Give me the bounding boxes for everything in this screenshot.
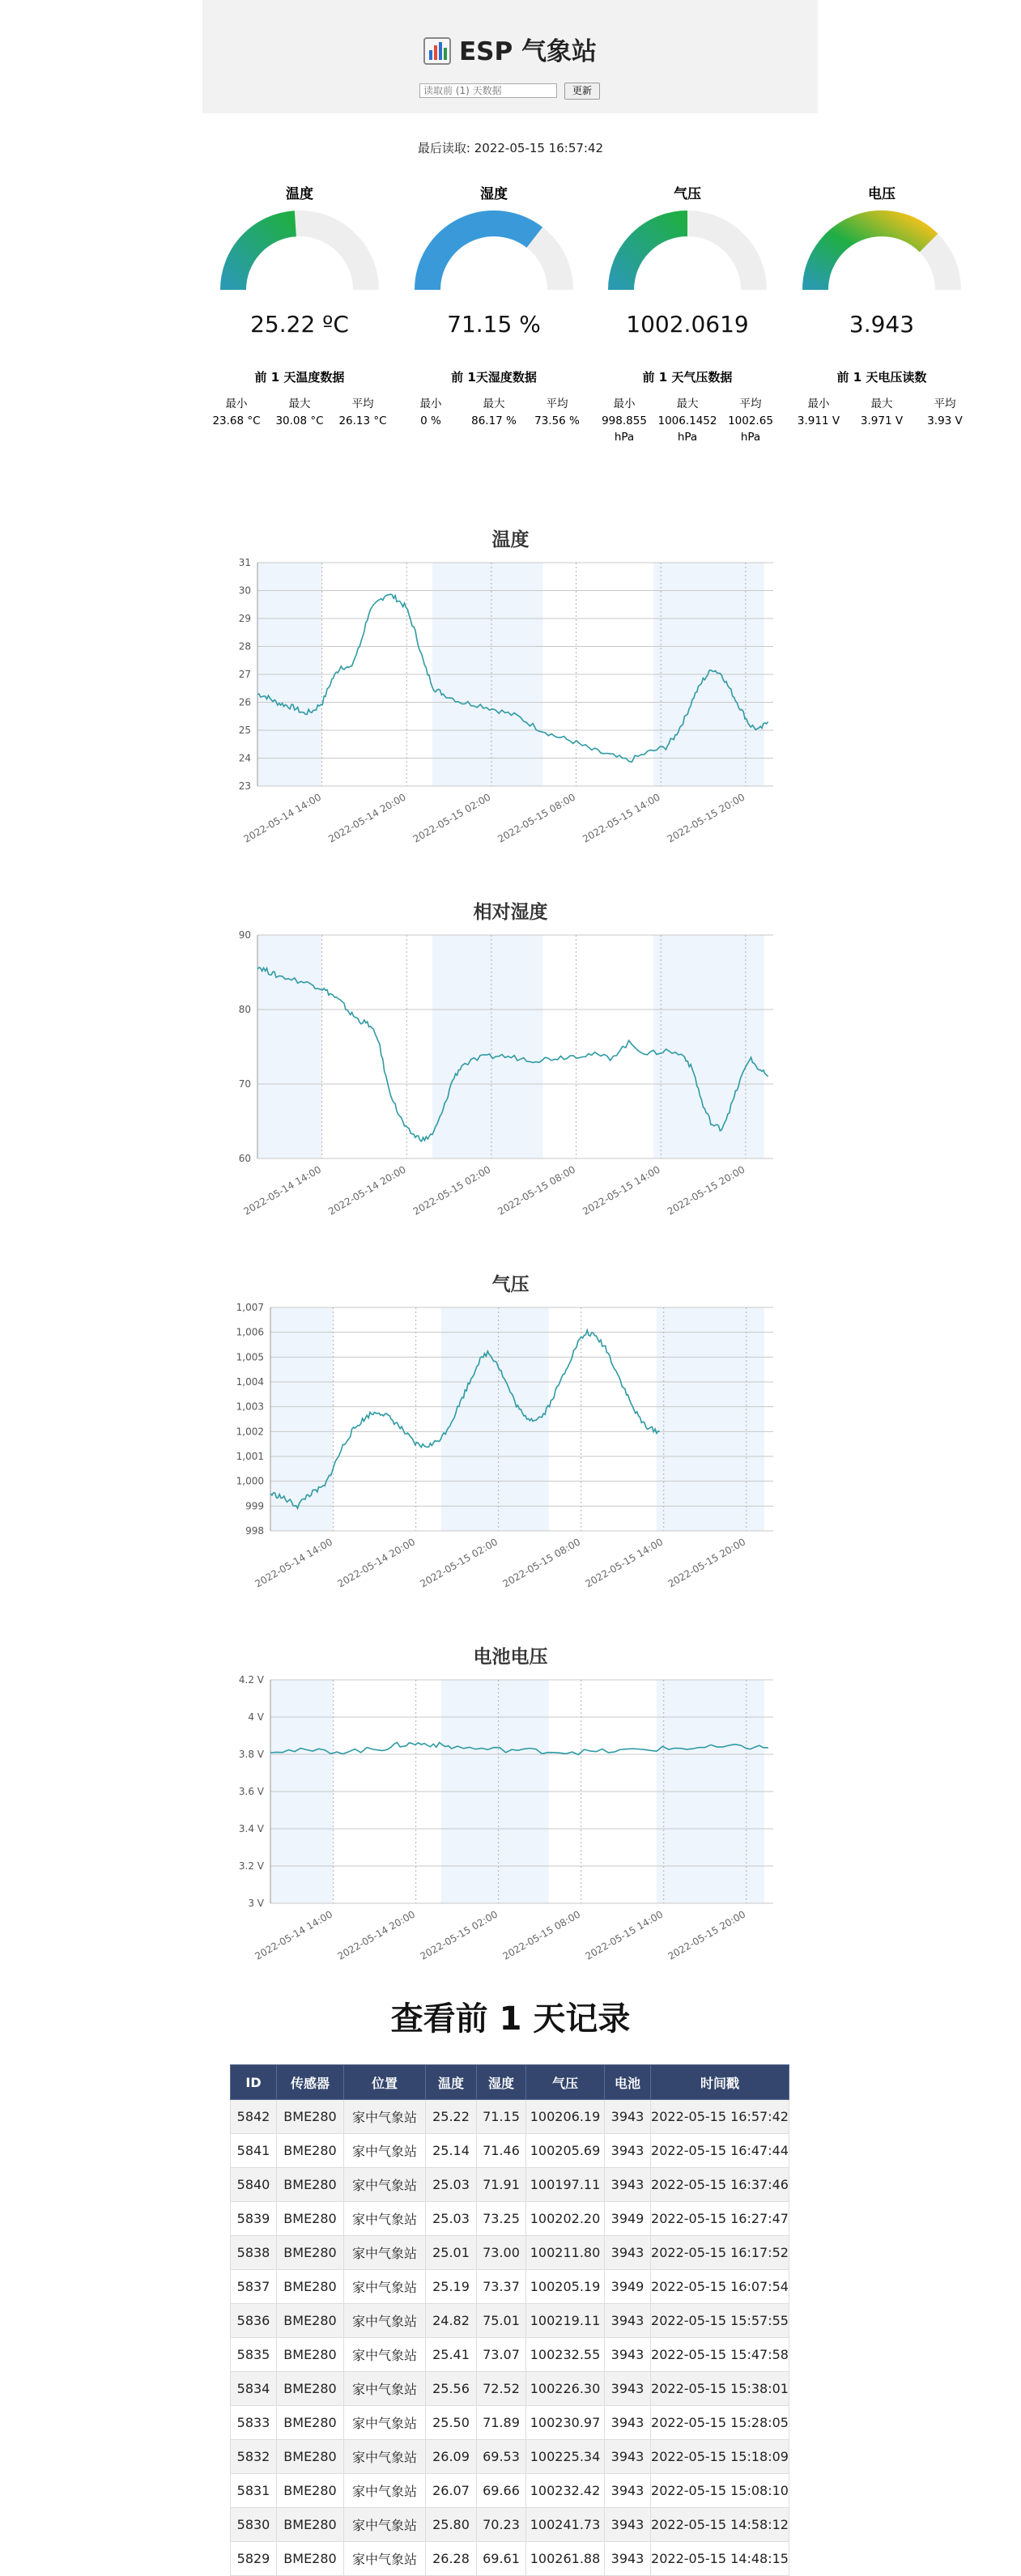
y-tick-label: 30 xyxy=(238,584,251,597)
table-cell: 24.82 xyxy=(426,2304,477,2338)
table-cell: 3943 xyxy=(605,2474,651,2508)
table-cell: 5834 xyxy=(231,2372,277,2406)
chart-title: 电池电压 xyxy=(473,1647,548,1668)
x-tick-label: 2022-05-15 20:00 xyxy=(666,1536,748,1590)
table-cell: 75.01 xyxy=(477,2304,526,2338)
table-cell: 100225.34 xyxy=(526,2440,605,2474)
stats-value: 0 % xyxy=(420,414,441,427)
stats-title: 前 1天湿度数据 xyxy=(451,370,537,385)
bar-chart-icon xyxy=(423,37,451,71)
y-tick-label: 1,001 xyxy=(236,1451,264,1462)
table-cell: 26.28 xyxy=(426,2542,477,2576)
y-tick-label: 1,005 xyxy=(236,1351,264,1363)
column-header: 气压 xyxy=(526,2065,605,2100)
table-cell: 73.37 xyxy=(477,2270,526,2304)
table-row xyxy=(231,2406,789,2440)
y-tick-label: 80 xyxy=(238,1004,251,1015)
table-row xyxy=(231,2100,789,2134)
column-header: 电池 xyxy=(605,2065,651,2100)
stats-label: 最小 xyxy=(807,397,830,410)
stats-value: 86.17 % xyxy=(471,414,517,427)
table-cell: 5842 xyxy=(231,2100,277,2134)
x-tick-label: 2022-05-15 02:00 xyxy=(418,1908,500,1962)
column-header: 湿度 xyxy=(477,2065,526,2100)
time-band xyxy=(441,1307,549,1531)
table-row xyxy=(231,2474,789,2508)
y-tick-label: 70 xyxy=(238,1078,251,1090)
table-cell: 25.01 xyxy=(426,2236,477,2270)
table-cell: 3943 xyxy=(605,2134,651,2168)
line-chart xyxy=(0,1643,1021,1967)
table-cell: 5836 xyxy=(231,2304,277,2338)
x-tick-label: 2022-05-14 14:00 xyxy=(253,1908,335,1962)
y-tick-label: 3.2 V xyxy=(238,1860,264,1872)
table-cell: 家中气象站 xyxy=(344,2270,426,2304)
y-tick-label: 28 xyxy=(238,640,251,653)
stats-value: 26.13 °C xyxy=(338,414,387,427)
table-cell: 25.22 xyxy=(426,2100,477,2134)
table-cell: 25.80 xyxy=(426,2508,477,2542)
table-row xyxy=(231,2338,789,2372)
table-row xyxy=(231,2440,789,2474)
y-tick-label: 1,004 xyxy=(236,1376,264,1388)
y-tick-label: 4 V xyxy=(248,1711,264,1723)
table-cell: BME280 xyxy=(277,2270,344,2304)
stats-label: 平均 xyxy=(934,397,956,410)
gauge-arc xyxy=(215,206,385,295)
table-cell: 2022-05-15 15:28:05 xyxy=(651,2406,789,2440)
x-tick-label: 2022-05-15 14:00 xyxy=(581,791,662,845)
gauge-value: 1002.0619 xyxy=(626,311,749,338)
gauge-panel xyxy=(785,183,979,429)
table-cell: 100197.11 xyxy=(526,2168,605,2202)
table-cell: 5837 xyxy=(231,2270,277,2304)
last-read-text: 最后读取: 2022-05-15 16:57:42 xyxy=(417,141,604,155)
table-row xyxy=(231,2168,789,2202)
table-cell: 2022-05-15 16:47:44 xyxy=(651,2134,789,2168)
table-cell: 5830 xyxy=(231,2508,277,2542)
stats-label: 平均 xyxy=(546,397,568,410)
stats-title: 前 1 天气压数据 xyxy=(642,370,733,385)
stats-label: 最小 xyxy=(419,397,442,410)
page-title-text: ESP 气象站 xyxy=(458,37,597,66)
y-tick-label: 1,002 xyxy=(236,1426,264,1438)
x-tick-label: 2022-05-14 20:00 xyxy=(335,1908,418,1962)
table-cell: 25.03 xyxy=(426,2168,477,2202)
gauge-panel xyxy=(590,183,785,445)
column-header: ID xyxy=(231,2065,277,2100)
table-cell: BME280 xyxy=(277,2100,344,2134)
chart-title: 气压 xyxy=(491,1274,530,1295)
x-tick-label: 2022-05-14 20:00 xyxy=(326,791,408,845)
table-cell: 家中气象站 xyxy=(344,2236,426,2270)
stats-label: 最大 xyxy=(676,397,699,410)
log-table xyxy=(230,2064,789,2576)
table-cell: 100211.80 xyxy=(526,2236,605,2270)
table-cell: BME280 xyxy=(277,2372,344,2406)
gauge-value: 3.943 xyxy=(849,311,915,338)
y-tick-label: 3.6 V xyxy=(238,1786,264,1797)
table-cell: 5841 xyxy=(231,2134,277,2168)
table-cell: 71.15 xyxy=(477,2100,526,2134)
stats-label: 平均 xyxy=(739,397,762,410)
stats-table xyxy=(202,395,397,429)
table-cell: 100232.55 xyxy=(526,2338,605,2372)
table-cell: 69.66 xyxy=(477,2474,526,2508)
table-cell: 家中气象站 xyxy=(344,2100,426,2134)
x-tick-label: 2022-05-15 08:00 xyxy=(496,1163,578,1218)
time-band xyxy=(653,935,764,1158)
gauge-fill xyxy=(815,223,929,290)
table-cell: 2022-05-15 15:57:55 xyxy=(651,2304,789,2338)
y-tick-label: 26 xyxy=(238,696,251,708)
table-cell: 26.07 xyxy=(426,2474,477,2508)
update-button[interactable]: 更新 xyxy=(564,83,600,100)
table-cell: BME280 xyxy=(277,2134,344,2168)
y-tick-label: 60 xyxy=(238,1153,251,1164)
stats-value: 3.93 V xyxy=(927,414,963,427)
y-tick-label: 3.8 V xyxy=(238,1749,264,1760)
table-cell: 100205.19 xyxy=(526,2270,605,2304)
table-cell: 25.19 xyxy=(426,2270,477,2304)
table-cell: 100205.69 xyxy=(526,2134,605,2168)
x-tick-label: 2022-05-14 20:00 xyxy=(335,1536,418,1590)
table-cell: 家中气象站 xyxy=(344,2202,426,2236)
y-tick-label: 998 xyxy=(245,1525,264,1537)
x-tick-label: 2022-05-15 08:00 xyxy=(496,791,578,845)
table-cell: 2022-05-15 15:08:10 xyxy=(651,2474,789,2508)
stats-value: 73.56 % xyxy=(534,414,580,427)
table-cell: 3943 xyxy=(605,2168,651,2202)
x-tick-label: 2022-05-15 08:00 xyxy=(500,1536,583,1590)
table-cell: 家中气象站 xyxy=(344,2338,426,2372)
table-cell: 3943 xyxy=(605,2236,651,2270)
gauge-title: 气压 xyxy=(674,186,701,202)
table-cell: 5838 xyxy=(231,2236,277,2270)
stats-value: 3.971 V xyxy=(860,414,904,427)
stats-value: 1006.1452 hPa xyxy=(657,414,717,444)
table-cell: 家中气象站 xyxy=(344,2168,426,2202)
gauge-title: 湿度 xyxy=(480,186,508,202)
y-tick-label: 3 V xyxy=(248,1898,264,1909)
column-header: 传感器 xyxy=(277,2065,344,2100)
gauge-fill xyxy=(428,223,534,290)
stats-table xyxy=(785,395,979,429)
stats-value: 1002.65 hPa xyxy=(728,414,773,444)
table-cell: 71.89 xyxy=(477,2406,526,2440)
column-header: 位置 xyxy=(344,2065,426,2100)
table-cell: 73.07 xyxy=(477,2338,526,2372)
x-tick-label: 2022-05-15 02:00 xyxy=(418,1536,500,1590)
x-tick-label: 2022-05-15 20:00 xyxy=(665,791,747,845)
table-cell: 71.91 xyxy=(477,2168,526,2202)
x-tick-label: 2022-05-15 08:00 xyxy=(500,1908,583,1962)
y-tick-label: 23 xyxy=(238,780,251,792)
table-cell: 69.53 xyxy=(477,2440,526,2474)
table-cell: 2022-05-15 14:58:12 xyxy=(651,2508,789,2542)
y-tick-label: 4.2 V xyxy=(238,1674,264,1685)
y-tick-label: 29 xyxy=(238,613,251,624)
table-cell: 2022-05-15 16:57:42 xyxy=(651,2100,789,2134)
table-cell: 2022-05-15 16:07:54 xyxy=(651,2270,789,2304)
table-cell: 100202.20 xyxy=(526,2202,605,2236)
table-cell: 100261.88 xyxy=(526,2542,605,2576)
line-chart xyxy=(0,899,1021,1222)
table-cell: 25.14 xyxy=(426,2134,477,2168)
table-cell: 2022-05-15 16:17:52 xyxy=(651,2236,789,2270)
table-cell: BME280 xyxy=(277,2542,344,2576)
stats-table xyxy=(590,395,785,445)
table-cell: 家中气象站 xyxy=(344,2474,426,2508)
gauge-arc xyxy=(602,206,772,295)
table-cell: 家中气象站 xyxy=(344,2372,426,2406)
table-cell: 100232.42 xyxy=(526,2474,605,2508)
table-cell: 3943 xyxy=(605,2338,651,2372)
table-cell: BME280 xyxy=(277,2168,344,2202)
line-chart xyxy=(0,526,1021,850)
gauge-value: 25.22 ºC xyxy=(250,311,349,338)
gauge-fill xyxy=(621,223,687,290)
table-cell: 家中气象站 xyxy=(344,2508,426,2542)
table-cell: 71.46 xyxy=(477,2134,526,2168)
x-tick-label: 2022-05-14 14:00 xyxy=(253,1536,335,1590)
table-cell: BME280 xyxy=(277,2304,344,2338)
table-cell: 3949 xyxy=(605,2202,651,2236)
y-tick-label: 999 xyxy=(245,1500,264,1512)
table-row xyxy=(231,2134,789,2168)
table-cell: 5839 xyxy=(231,2202,277,2236)
table-cell: 2022-05-15 15:18:09 xyxy=(651,2440,789,2474)
gauge-panel xyxy=(202,183,397,429)
gauge-arc xyxy=(409,206,579,295)
y-tick-label: 25 xyxy=(238,725,251,736)
stats-label: 最大 xyxy=(870,397,893,410)
table-cell: 73.00 xyxy=(477,2236,526,2270)
table-cell: 100226.30 xyxy=(526,2372,605,2406)
table-cell: 5840 xyxy=(231,2168,277,2202)
gauge-panel xyxy=(397,183,591,429)
gauge-value: 71.15 % xyxy=(447,311,541,338)
x-tick-label: 2022-05-14 14:00 xyxy=(241,1163,324,1218)
table-cell: 3943 xyxy=(605,2508,651,2542)
table-row xyxy=(231,2202,789,2236)
table-cell: 家中气象站 xyxy=(344,2542,426,2576)
gauge-arc xyxy=(797,206,967,295)
chart-title: 相对湿度 xyxy=(473,902,548,923)
table-cell: 2022-05-15 16:27:47 xyxy=(651,2202,789,2236)
table-cell: 5829 xyxy=(231,2542,277,2576)
header-panel xyxy=(202,0,818,113)
gauge-title: 温度 xyxy=(286,186,313,202)
x-tick-label: 2022-05-15 20:00 xyxy=(665,1163,747,1218)
table-cell: 家中气象站 xyxy=(344,2406,426,2440)
table-cell: 2022-05-15 16:37:46 xyxy=(651,2168,789,2202)
stats-value: 23.68 °C xyxy=(212,414,261,427)
table-cell: 25.50 xyxy=(426,2406,477,2440)
table-cell: 3943 xyxy=(605,2372,651,2406)
table-cell: 3943 xyxy=(605,2406,651,2440)
table-cell: 3943 xyxy=(605,2542,651,2576)
table-cell: 3949 xyxy=(605,2270,651,2304)
table-cell: 69.61 xyxy=(477,2542,526,2576)
table-cell: 70.23 xyxy=(477,2508,526,2542)
table-cell: 25.41 xyxy=(426,2338,477,2372)
days-input[interactable] xyxy=(419,83,557,98)
table-cell: 家中气象站 xyxy=(344,2304,426,2338)
table-row xyxy=(231,2304,789,2338)
x-tick-label: 2022-05-15 20:00 xyxy=(666,1908,748,1962)
table-cell: 3943 xyxy=(605,2304,651,2338)
x-tick-label: 2022-05-15 14:00 xyxy=(581,1163,662,1218)
gauge-title: 电压 xyxy=(868,186,896,202)
table-cell: 25.56 xyxy=(426,2372,477,2406)
table-cell: 100241.73 xyxy=(526,2508,605,2542)
table-cell: 100230.97 xyxy=(526,2406,605,2440)
table-cell: 25.03 xyxy=(426,2202,477,2236)
x-tick-label: 2022-05-15 02:00 xyxy=(411,791,493,845)
table-cell: 73.25 xyxy=(477,2202,526,2236)
table-cell: BME280 xyxy=(277,2508,344,2542)
table-row xyxy=(231,2270,789,2304)
stats-table xyxy=(397,395,591,429)
log-title: 查看前 1 天记录 xyxy=(390,2000,631,2038)
table-cell: 72.52 xyxy=(477,2372,526,2406)
time-band xyxy=(432,935,543,1158)
table-row xyxy=(231,2372,789,2406)
x-tick-label: 2022-05-14 20:00 xyxy=(326,1163,408,1218)
table-cell: 3943 xyxy=(605,2100,651,2134)
y-tick-label: 1,006 xyxy=(236,1326,264,1338)
table-cell: BME280 xyxy=(277,2440,344,2474)
table-cell: BME280 xyxy=(277,2338,344,2372)
table-cell: 100206.19 xyxy=(526,2100,605,2134)
x-tick-label: 2022-05-15 02:00 xyxy=(411,1163,493,1218)
y-tick-label: 90 xyxy=(238,929,251,941)
table-row xyxy=(231,2542,789,2576)
y-tick-label: 3.4 V xyxy=(238,1823,264,1834)
stats-value: 3.911 V xyxy=(797,414,840,427)
table-cell: 家中气象站 xyxy=(344,2440,426,2474)
x-tick-label: 2022-05-14 14:00 xyxy=(241,791,324,845)
table-cell: 2022-05-15 14:48:15 xyxy=(651,2542,789,2576)
y-tick-label: 31 xyxy=(238,557,251,568)
y-tick-label: 27 xyxy=(238,669,251,680)
y-tick-label: 1,000 xyxy=(236,1475,264,1487)
table-cell: 5832 xyxy=(231,2440,277,2474)
stats-label: 最大 xyxy=(288,397,311,410)
stats-label: 平均 xyxy=(351,397,374,410)
table-cell: 5833 xyxy=(231,2406,277,2440)
stats-title: 前 1 天温度数据 xyxy=(254,370,345,385)
table-row xyxy=(231,2508,789,2542)
table-cell: 3943 xyxy=(605,2440,651,2474)
stats-label: 最小 xyxy=(613,397,636,410)
table-cell: BME280 xyxy=(277,2236,344,2270)
y-tick-label: 1,003 xyxy=(236,1401,264,1413)
stats-label: 最大 xyxy=(483,397,505,410)
y-tick-label: 1,007 xyxy=(236,1302,264,1313)
table-cell: BME280 xyxy=(277,2406,344,2440)
table-cell: BME280 xyxy=(277,2202,344,2236)
stats-title: 前 1 天电压读数 xyxy=(836,370,927,385)
table-cell: 5831 xyxy=(231,2474,277,2508)
table-cell: 5835 xyxy=(231,2338,277,2372)
y-tick-label: 24 xyxy=(238,752,251,764)
chart-title: 温度 xyxy=(491,529,530,550)
time-band xyxy=(270,1307,334,1531)
table-header-row xyxy=(231,2065,789,2100)
column-header: 温度 xyxy=(426,2065,477,2100)
stats-value: 998.855 hPa xyxy=(602,414,647,444)
stats-value: 30.08 °C xyxy=(275,414,324,427)
table-cell: 2022-05-15 15:38:01 xyxy=(651,2372,789,2406)
table-cell: 100219.11 xyxy=(526,2304,605,2338)
time-band xyxy=(657,1307,764,1531)
table-cell: 家中气象站 xyxy=(344,2134,426,2168)
x-tick-label: 2022-05-15 14:00 xyxy=(583,1908,666,1962)
page-title xyxy=(202,31,818,71)
x-tick-label: 2022-05-15 14:00 xyxy=(583,1536,666,1590)
stats-label: 最小 xyxy=(225,397,248,410)
gauge-fill xyxy=(233,223,296,290)
column-header: 时间戳 xyxy=(651,2065,789,2100)
table-row xyxy=(231,2236,789,2270)
table-cell: BME280 xyxy=(277,2474,344,2508)
table-cell: 26.09 xyxy=(426,2440,477,2474)
table-cell: 2022-05-15 15:47:58 xyxy=(651,2338,789,2372)
line-chart xyxy=(0,1271,1021,1595)
